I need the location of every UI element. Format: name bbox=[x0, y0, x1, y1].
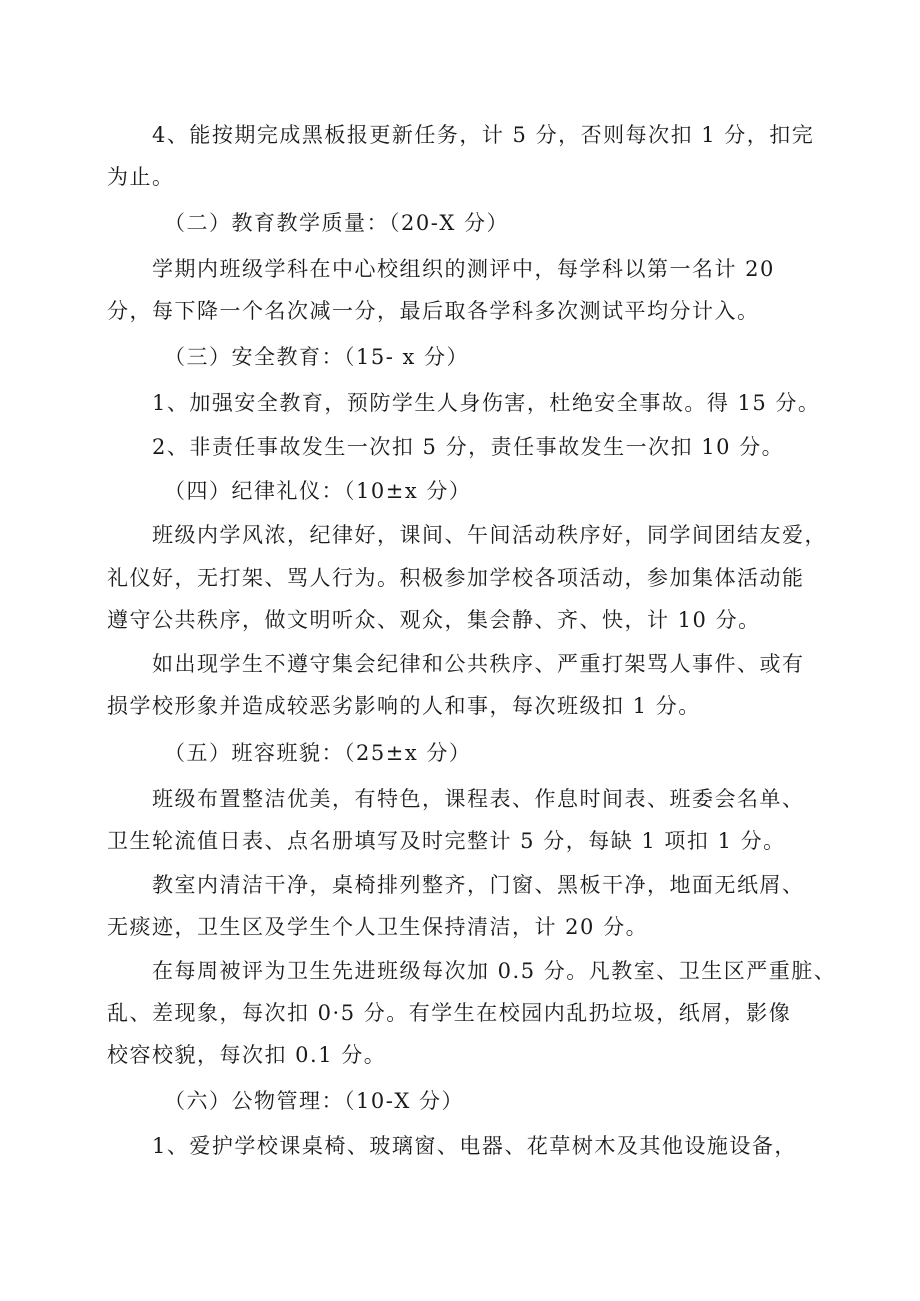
section-heading-2: （二）教育教学质量：（20-X 分） bbox=[164, 211, 509, 235]
text-line-discipline-3: 遵守公共秩序，做文明听众、观众，集会静、齐、快，计 10 分。 bbox=[107, 608, 761, 632]
text-line-quality-1: 学期内班级学科在中心校组织的测评中，每学科以第一名计 20 bbox=[152, 257, 775, 281]
section-heading-3: （三）安全教育：（15- x 分） bbox=[164, 345, 470, 369]
text-line-discipline-4: 如出现学生不遵守集会纪律和公共秩序、严重打架骂人事件、或有 bbox=[152, 652, 805, 676]
section-heading-6: （六）公物管理：（10-X 分） bbox=[164, 1089, 464, 1113]
text-line-item-4: 4、能按期完成黑板报更新任务，计 5 分，否则每次扣 1 分，扣完 bbox=[152, 123, 815, 147]
text-line-safety-2: 2、非责任事故发生一次扣 5 分，责任事故发生一次扣 10 分。 bbox=[152, 435, 785, 459]
text-line-property-1: 1、爱护学校课桌椅、玻璃窗、电器、花草树木及其他设施设备， bbox=[152, 1134, 797, 1158]
text-line-quality-2: 分，每下降一个名次减一分，最后取各学科多次测试平均分计入。 bbox=[107, 299, 760, 323]
section-heading-5: （五）班容班貌：（25±x 分） bbox=[164, 741, 472, 765]
text-line-appearance-5: 在每周被评为卫生先进班级每次加 0.5 分。凡教室、卫生区严重脏、 bbox=[152, 959, 837, 983]
text-line-appearance-4: 无痰迹，卫生区及学生个人卫生保持清洁，计 20 分。 bbox=[107, 915, 649, 939]
text-line-safety-1: 1、加强安全教育，预防学生人身伤害，杜绝安全事故。得 15 分。 bbox=[152, 391, 821, 415]
text-line-appearance-1: 班级布置整洁优美，有特色，课程表、作息时间表、班委会名单、 bbox=[152, 787, 805, 811]
text-line-discipline-2: 礼仪好，无打架、骂人行为。积极参加学校各项活动，参加集体活动能 bbox=[107, 566, 805, 590]
text-line-appearance-3: 教室内清洁干净，桌椅排列整齐，门窗、黑板干净，地面无纸屑、 bbox=[152, 873, 805, 897]
text-line-appearance-7: 校容校貌，每次扣 0.1 分。 bbox=[107, 1043, 387, 1067]
text-line-appearance-6: 乱、差现象，每次扣 0·5 分。有学生在校园内乱扔垃圾，纸屑，影像 bbox=[107, 1001, 792, 1025]
text-line-appearance-2: 卫生轮流值日表、点名册填写及时完整计 5 分，每缺 1 项扣 1 分。 bbox=[107, 829, 786, 853]
text-line-discipline-1: 班级内学风浓，纪律好，课间、午间活动秩序好，同学间团结友爱， bbox=[152, 523, 827, 547]
text-line-discipline-5: 损学校形象并造成较恶劣影响的人和事，每次班级扣 1 分。 bbox=[107, 694, 701, 718]
text-line-item-4-cont: 为止。 bbox=[107, 165, 175, 189]
section-heading-4: （四）纪律礼仪：（10±x 分） bbox=[164, 479, 472, 503]
